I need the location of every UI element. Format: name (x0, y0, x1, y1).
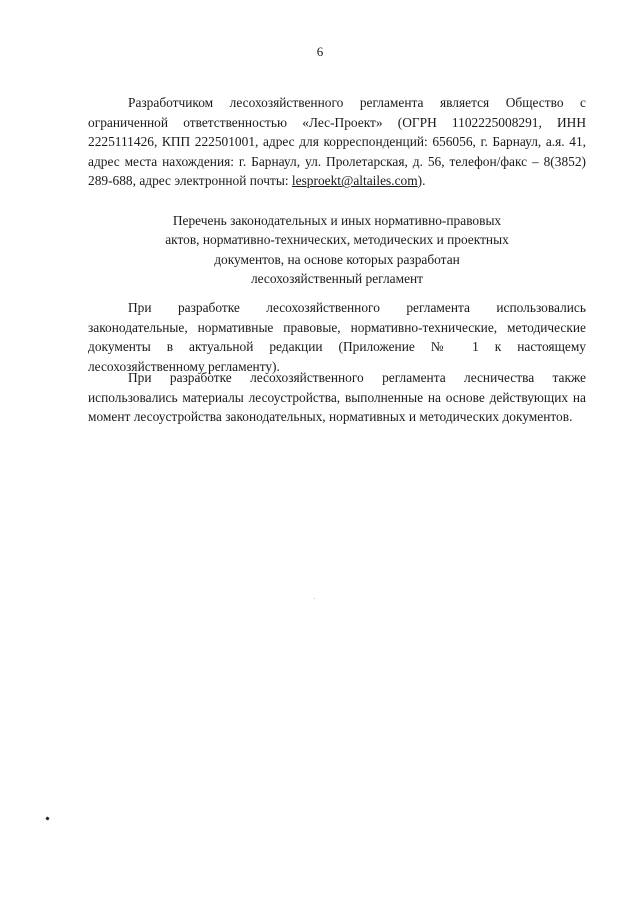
scan-speck (314, 598, 315, 599)
section-heading (88, 211, 586, 289)
paragraph-forest-inventory: При разработке лесохозяйственного регламента лесничества также использовались материалы лесоустройства, выполненные на основе действующих на момент лесоустройства законодательных, нормативных и методических документов. (88, 370, 586, 425)
page-number: 6 (316, 44, 324, 59)
scan-mark (45, 816, 49, 820)
developer-paragraph (88, 93, 586, 191)
heading-line-3: документов, на основе которых разработан (214, 251, 460, 267)
heading-line-4: лесохозяйственный регламент (250, 271, 424, 287)
developer-text: Разработчиком лесохозяйственного регламента является Общество с ограниченной ответственностью «Лес-Проект» (ОГРН 1102225008291, ИНН 2225111426, КПП 222501001, адрес для корреспонденций: 656056, г. Барнаул, а.я. 41, адрес места нахождения: г. Барнаул, ул. Пролетарская, д. 56, телефон/факс – 8(3852) 289-688, адрес электронной почты: (88, 95, 586, 189)
heading-line-1: Перечень законодательных и иных нормативно-правовых (172, 213, 502, 228)
heading-line-2: актов, нормативно-технических, методических и проектных (165, 232, 509, 248)
email-address: lesproekt@altailes.com (291, 173, 418, 189)
developer-text-tail: ). (417, 173, 426, 189)
paragraph-legal-documents: При разработке лесохозяйственного регламента использовались законодательные, нормативные правовые, нормативно-технические, методические документы в актуальной редакции (Приложение № 1 к настоящему лесохозяйственному регламенту). (88, 300, 586, 374)
